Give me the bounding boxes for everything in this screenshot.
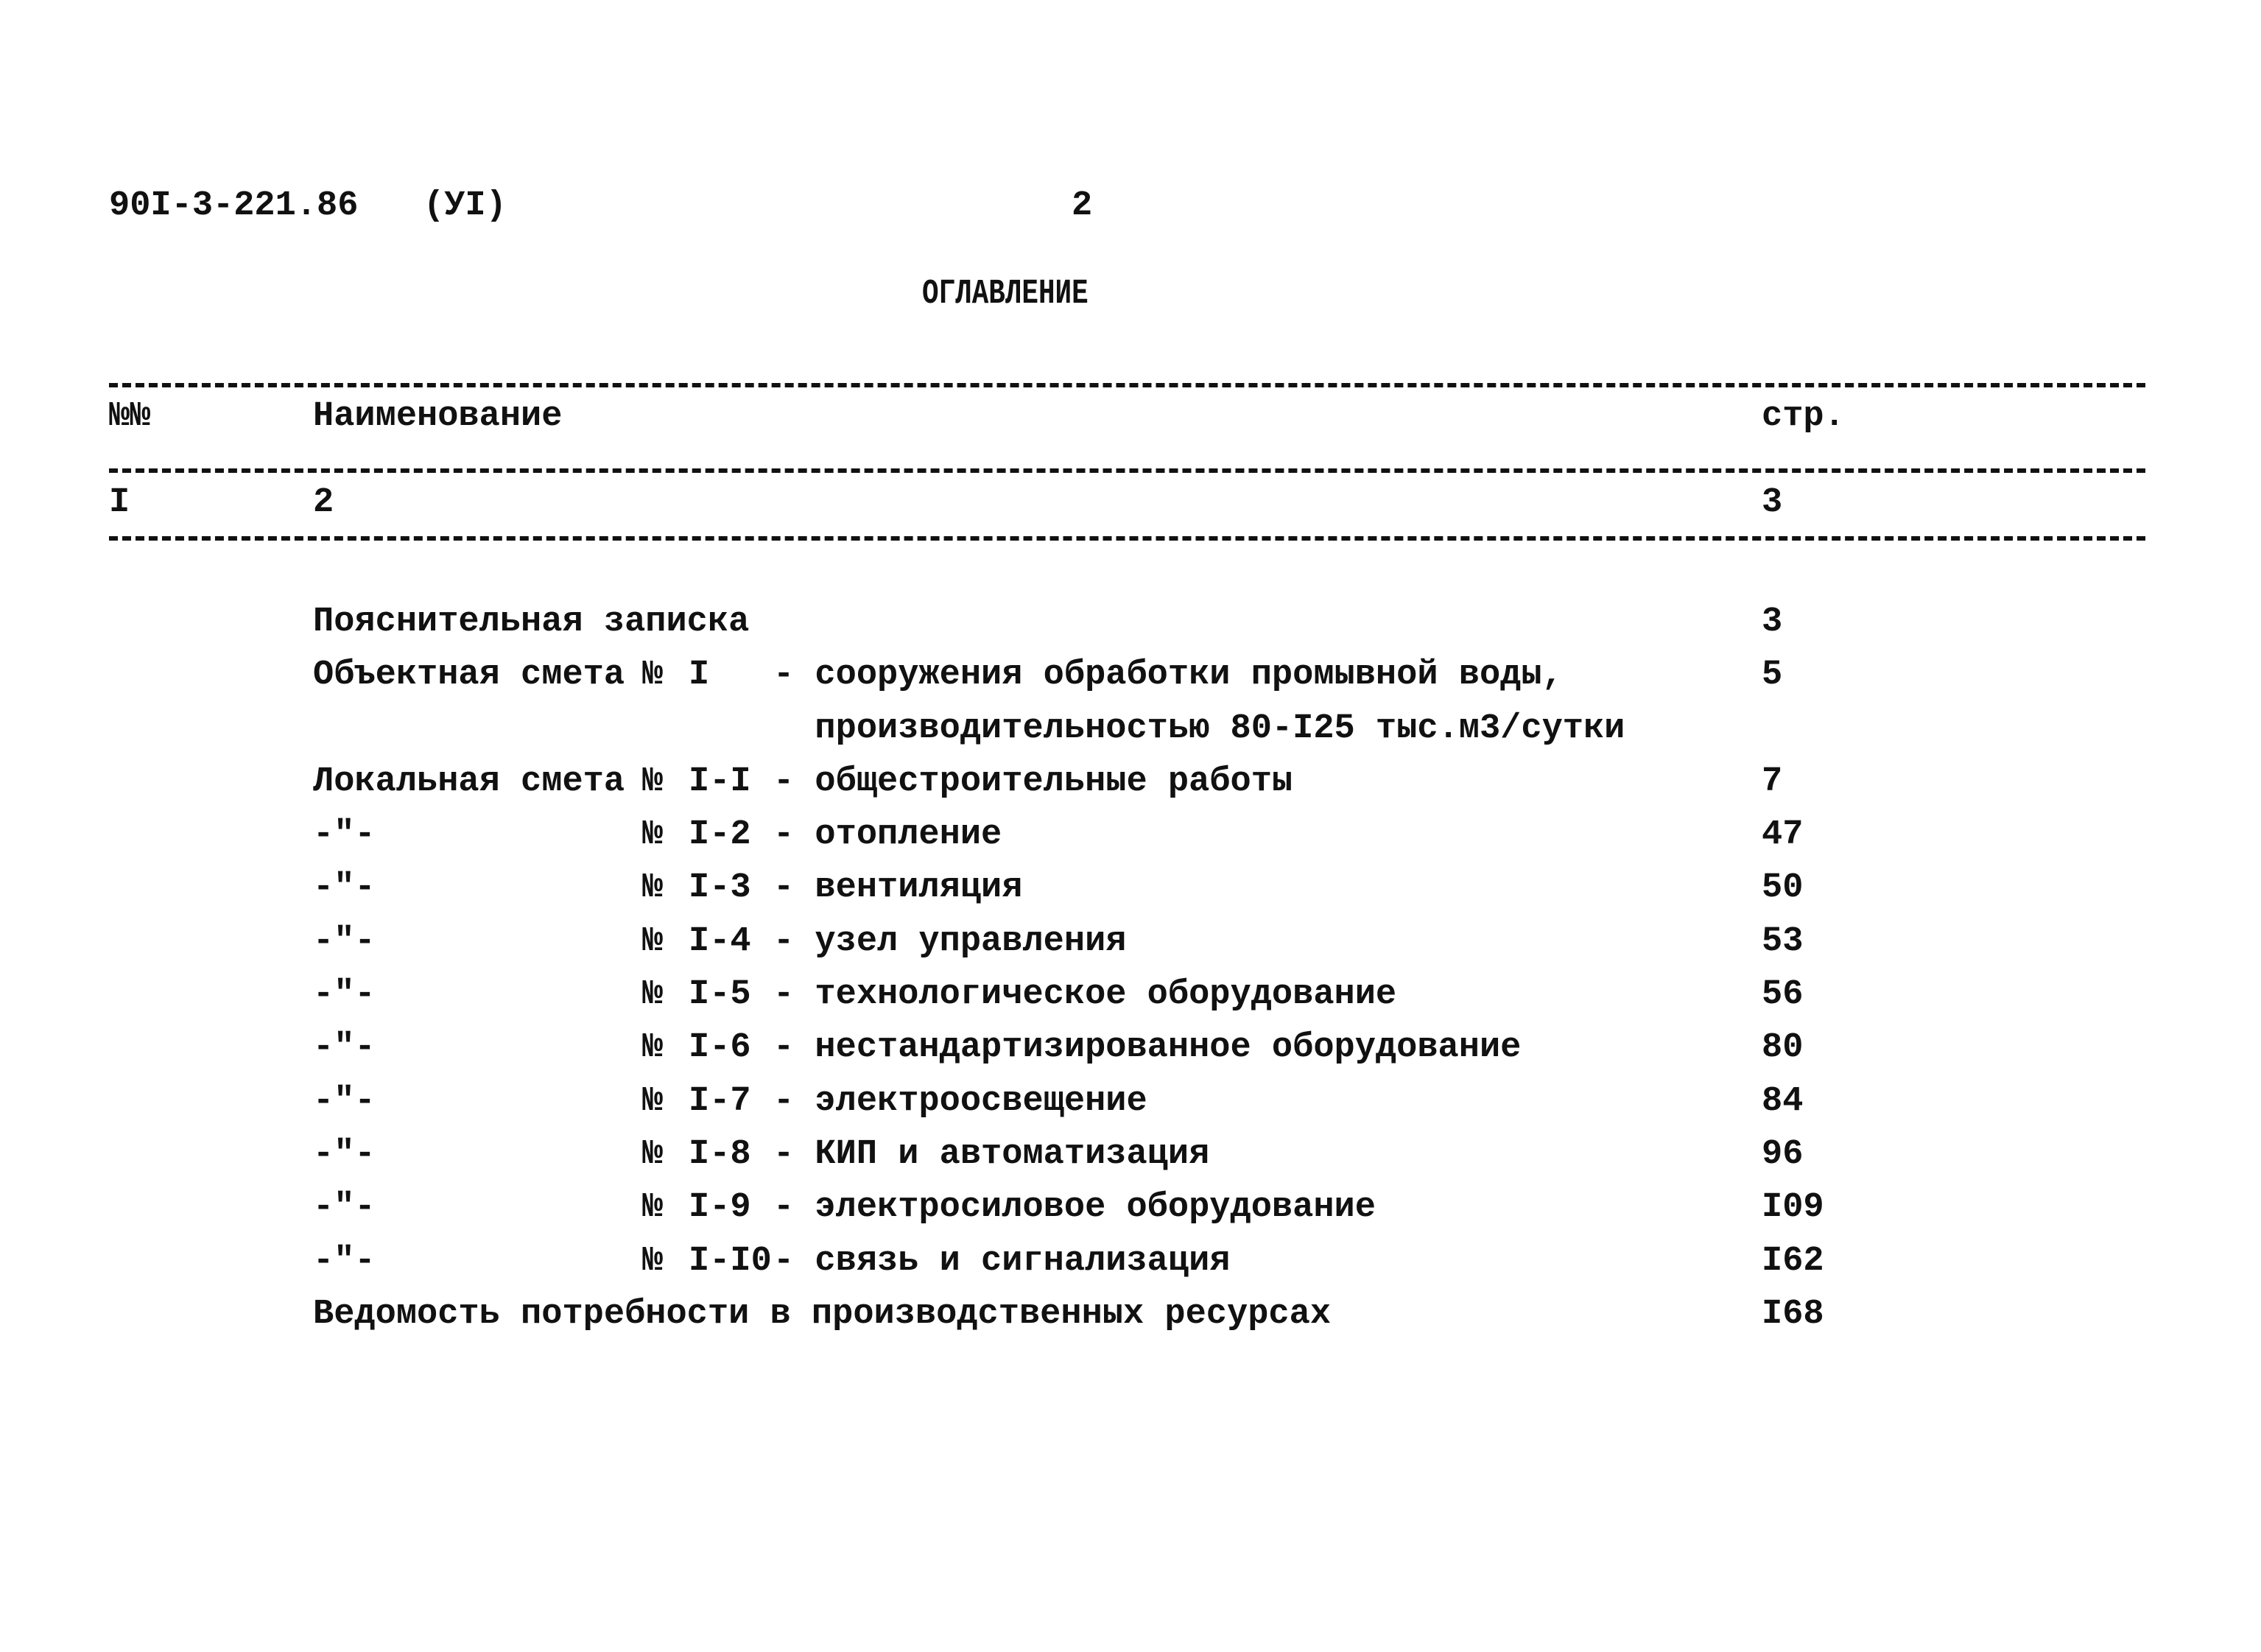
entry-code: I-8 <box>689 1134 751 1174</box>
entry-description: - нестандартизированное оборудование <box>773 1028 1522 1068</box>
entry-label: Ведомость потребности в производственных ресурсах <box>313 1294 1332 1334</box>
entry-page: I09 <box>1762 1188 1824 1228</box>
entry-label: -"- <box>313 1081 376 1121</box>
entry-description: - электросиловое оборудование <box>773 1188 1376 1228</box>
entry-number-sign: № <box>642 815 664 855</box>
entry-code: I-I0 <box>689 1241 772 1281</box>
toc-entry <box>0 707 2261 760</box>
page-title: ОГЛАВЛЕНИЕ <box>922 275 1089 314</box>
entry-code: I-3 <box>689 868 751 908</box>
entry-description: - связь и сигнализация <box>773 1241 1231 1281</box>
entry-label: -"- <box>313 921 376 961</box>
divider-middle <box>109 468 2145 473</box>
entry-number-sign: № <box>642 1134 664 1174</box>
entry-page: 50 <box>1762 868 1804 908</box>
toc-entry <box>0 600 2261 653</box>
entry-label: Объектная смета <box>313 655 625 695</box>
entry-code: I-7 <box>689 1081 751 1121</box>
entry-label: -"- <box>313 1241 376 1281</box>
toc-entry <box>0 813 2261 866</box>
toc-entry <box>0 760 2261 813</box>
toc-entry <box>0 973 2261 1026</box>
entry-label: -"- <box>313 1134 376 1174</box>
entry-description: производительностью 80-I25 тыс.м3/сутки <box>773 709 1625 748</box>
entry-number-sign: № <box>642 1081 664 1121</box>
entry-number-sign: № <box>642 762 664 801</box>
entry-code: I-5 <box>689 975 751 1015</box>
page-number: 2 <box>1072 186 1093 225</box>
entry-code: I-6 <box>689 1028 751 1068</box>
table-of-contents <box>0 600 2261 1346</box>
entry-page: I62 <box>1762 1241 1824 1281</box>
entry-page: 5 <box>1762 655 1783 695</box>
entry-label: -"- <box>313 868 376 908</box>
entry-code: I-2 <box>689 815 751 855</box>
header-col-page: стр. <box>1762 397 1845 436</box>
entry-label: Пояснительная записка <box>313 602 750 642</box>
entry-description: - узел управления <box>773 921 1127 961</box>
document-code: 90I-3-221.86 <box>109 186 359 225</box>
entry-code: I-4 <box>689 921 751 961</box>
toc-entry <box>0 920 2261 973</box>
entry-description: - технологическое оборудование <box>773 975 1397 1015</box>
entry-label: -"- <box>313 1188 376 1228</box>
entry-description: - сооружения обработки промывной воды, <box>773 655 1563 695</box>
entry-label: -"- <box>313 1028 376 1068</box>
entry-number-sign: № <box>642 975 664 1015</box>
toc-entry <box>0 1186 2261 1239</box>
entry-number-sign: № <box>642 1241 664 1281</box>
entry-label: -"- <box>313 975 376 1015</box>
entry-description: - электроосвещение <box>773 1081 1147 1121</box>
entry-page: 96 <box>1762 1134 1804 1174</box>
header-col-number: №№ <box>109 397 151 436</box>
entry-number-sign: № <box>642 1188 664 1228</box>
toc-entry <box>0 1026 2261 1079</box>
entry-page: 84 <box>1762 1081 1804 1121</box>
toc-entry <box>0 866 2261 919</box>
column-number-name: 2 <box>313 483 334 522</box>
entry-number-sign: № <box>642 655 664 695</box>
entry-code: I-I <box>689 762 751 801</box>
entry-description: - общестроительные работы <box>773 762 1293 801</box>
entry-label: Локальная смета <box>313 762 625 801</box>
toc-entry <box>0 1240 2261 1293</box>
entry-code: I <box>689 655 710 695</box>
toc-entry <box>0 1293 2261 1346</box>
column-number-no: I <box>109 483 130 522</box>
entry-number-sign: № <box>642 1028 664 1068</box>
entry-label: -"- <box>313 815 376 855</box>
entry-page: 47 <box>1762 815 1804 855</box>
toc-entry <box>0 1080 2261 1133</box>
entry-page: 56 <box>1762 975 1804 1015</box>
toc-entry <box>0 1133 2261 1186</box>
entry-code: I-9 <box>689 1188 751 1228</box>
column-number-page: 3 <box>1762 483 1783 522</box>
divider-bottom <box>109 536 2145 541</box>
entry-number-sign: № <box>642 921 664 961</box>
entry-description: - КИП и автоматизация <box>773 1134 1210 1174</box>
divider-top <box>109 383 2145 387</box>
entry-page: I68 <box>1762 1294 1824 1334</box>
entry-page: 3 <box>1762 602 1783 642</box>
entry-number-sign: № <box>642 868 664 908</box>
entry-page: 53 <box>1762 921 1804 961</box>
entry-page: 7 <box>1762 762 1783 801</box>
header-col-name: Наименование <box>313 397 563 436</box>
entry-description: - отопление <box>773 815 1002 855</box>
entry-description: - вентиляция <box>773 868 1023 908</box>
toc-entry <box>0 653 2261 706</box>
album-number: (УI) <box>423 186 507 225</box>
entry-page: 80 <box>1762 1028 1804 1068</box>
